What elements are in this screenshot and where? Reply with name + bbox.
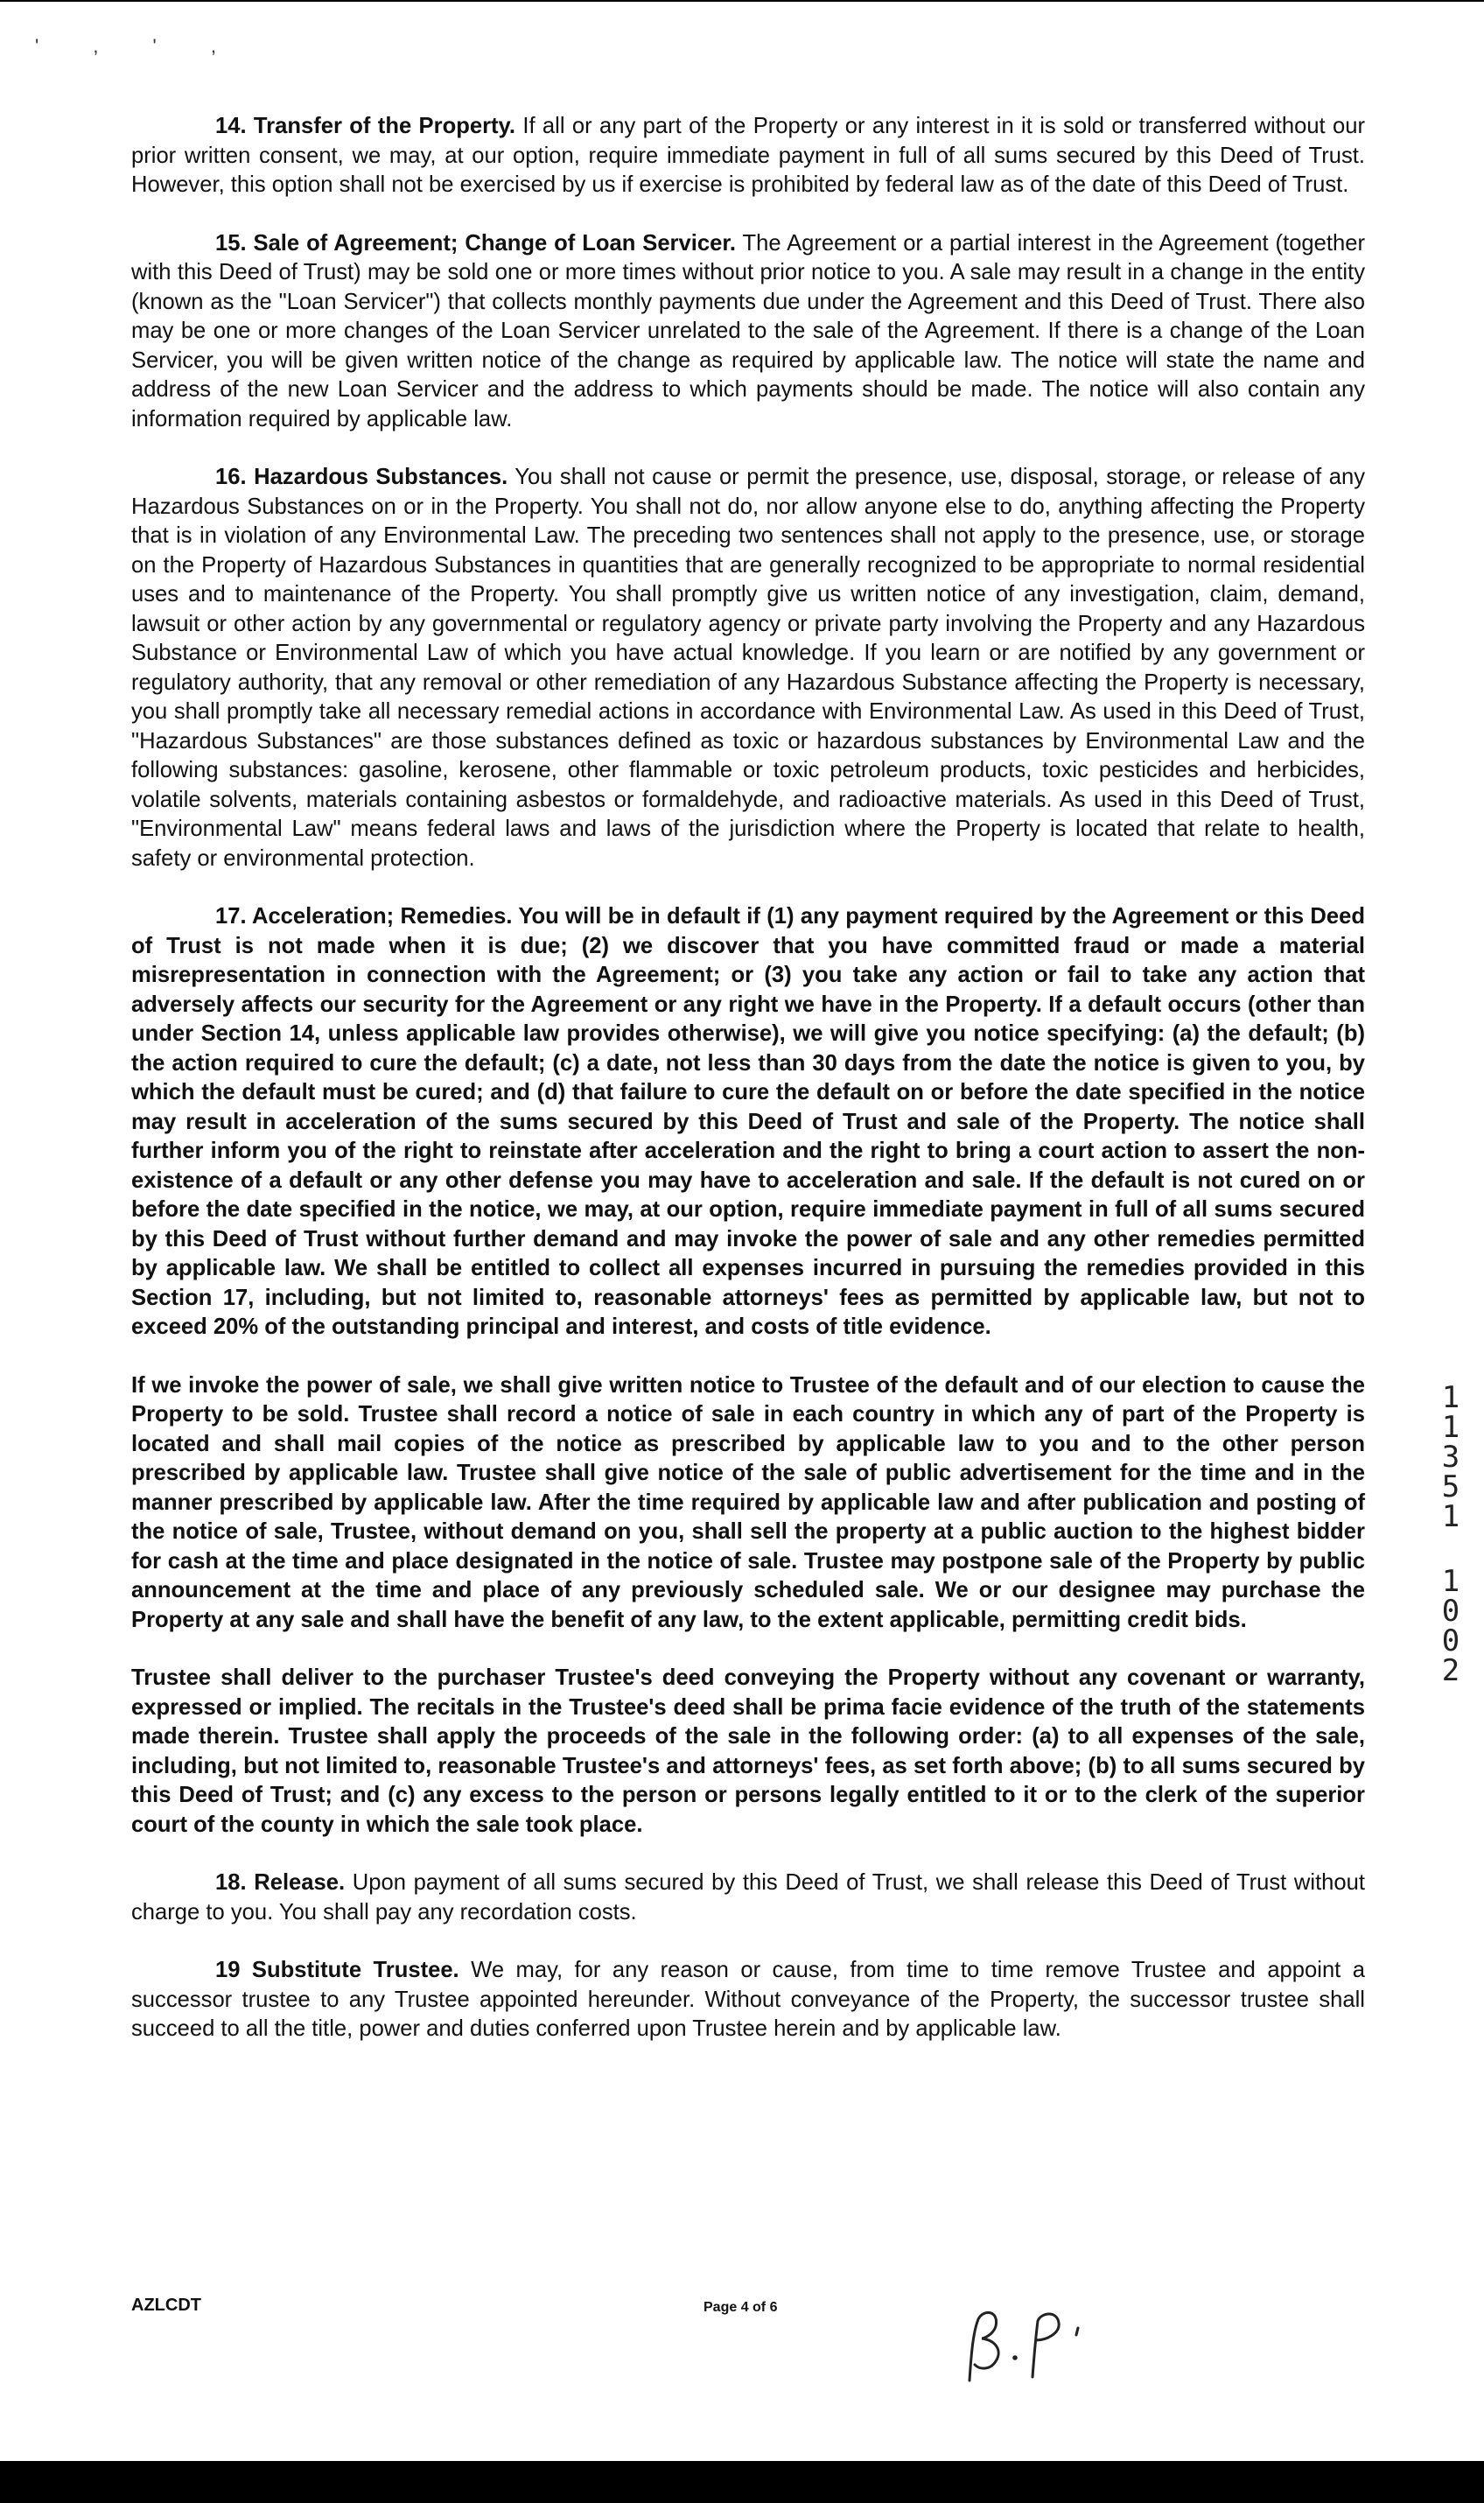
section-17-text: You will be in default if (1) any payment required by the Agreement or this Deed of Trust is not made when it is due; (2) we discover that you have committed fraud or made a material misrepresentation in connection with the Agreement; or (3) you take any action or fail to take any action that adversely affects our security for the Agreement or any right we have in the Property. If a default occurs (other than under Section 14, unless applicable law provides otherwise), we will give you notice specifying: (a) the default; (b) the action required to cure the default; (c) a date, not less than 30 days from the date the notice is given to you, by which the default must be cured; and (d) that failure to cure the default on or before the date specified in the notice may result in acceleration of the sums secured by this Deed of Trust and sale of the Property. The notice shall further inform you of the right to reinstate after acceleration and the right to bring a court action to assert the non-existence of a default or any other defense you may have to acceleration and sale. If the default is not cured on or before the date specified in the notice, we may, at our option, require immediate payment in full of all sums secured by this Deed of Trust without further demand and may invoke the power of sale and any other remedies permitted by applicable law. We shall be entitled to collect all expenses incurred in pursuing the remedies provided in this Section 17, including, but not limited to, reasonable attorneys' fees as permitted by applicable law, but not to exceed 20% of the outstanding principal and interest, and costs of title evidence. — [131, 904, 1366, 1339]
stamp-digit: 0 — [1441, 1623, 1460, 1658]
section-14-heading: 14. Transfer of the Property. — [215, 114, 515, 138]
section-15-text: The Agreement or a partial interest in the Agreement (together with this Deed of Trust) may be sold one or more times without prior notice to you. A sale may result in a change in the entity (known as the "Loan Servicer") that collects monthly payments due under the Agreement and this Deed of Trust. There also may be one or more changes of the Loan Servicer unrelated to the sale of the Agreement. If there is a change of the Loan Servicer, you will be given written notice of the change as required by applicable law. The notice will state the name and address of the new Loan Servicer and the address to which payments should be made. The notice will also contain any information required by applicable law. — [131, 230, 1365, 431]
section-17-paragraph — [131, 902, 1365, 1343]
section-16-text: You shall not cause or permit the presence, use, disposal, storage, or release of any Hazardous Substances on or in the Property. You shall not do, nor allow anyone else to do, anything affecting the Property that is in violation of any Environmental Law. The preceding two sentences shall not apply to the presence, use, or storage on the Property of Hazardous Substances in quantities that are generally recognized to be appropriate to normal residential uses and to maintenance of the Property. You shall promptly give us written notice of any investigation, claim, demand, lawsuit or other action by any governmental or regulatory agency or private party involving the Property and any Hazardous Substance or Environmental Law of which you have actual knowledge. If you learn or are notified by any government or regulatory authority, that any removal or other remediation of any Hazardous Substance affecting the Property is necessary, you shall promptly take all necessary remedial actions in accordance with Environmental Law. As used in this Deed of Trust, "Hazardous Substances" are those substances defined as toxic or hazardous substances by Environmental Law and the following substances: gasoline, kerosene, other flammable or toxic petroleum products, toxic pesticides and herbicides, volatile solvents, materials containing asbestos or formaldehyde, and radioactive materials. As used in this Deed of Trust, "Environmental Law" means federal laws and laws of the jurisdiction where the Property is located that relate to health, safety or environmental protection. — [131, 465, 1365, 871]
page-number: Page 4 of 6 — [704, 2300, 778, 2315]
stamp-digit: 1 — [1441, 1499, 1460, 1534]
section-17-heading: 17. Acceleration; Remedies. — [215, 904, 513, 929]
power-of-sale-text: If we invoke the power of sale, we shall give written notice to Trustee of the default and of our election to cause the Property to be sold. Trustee shall record a notice of sale in each country in which any of part of the Property is located and shall mail copies of the notice as prescribed by applicable law to you and to the other person prescribed by applicable law. Trustee shall give notice of the sale of public advertisement for the time and in the manner prescribed by applicable law. After the time required by applicable law and after publication and posting of the notice of sale, Trustee, without demand on you, shall sell the property at a public auction to the highest bidder for cash at the time and place designated in the notice of sale. Trustee may postpone sale of the Property by public announcement at the time and place of any previously scheduled sale. We or our designee may purchase the Property at any sale and shall have the benefit of any law, to the extent applicable, permitting credit bids. — [131, 1372, 1365, 1632]
section-15-heading: 15. Sale of Agreement; Change of Loan Servicer. — [215, 230, 736, 256]
form-code: AZLCDT — [131, 2296, 201, 2315]
stamp-digit: 3 — [1441, 1440, 1460, 1475]
trustee-deed-text: Trustee shall deliver to the purchaser Trustee's deed conveying the Property without any covenant or warranty, expressed or implied. The recitals in the Trustee's deed shall be prima facie evidence of the truth of the statements made therein. Trustee shall apply the proceeds of the sale in the following order: (a) to all expenses of the sale, including, but not limited to, reasonable Trustee's and attorneys' fees, as set forth above; (b) to all sums secured by this Deed of Trust; and (c) any excess to the person or persons legally entitled to it or to the clerk of the superior court of the county in which the sale took place. — [131, 1665, 1365, 1837]
stamp-digit: 2 — [1441, 1653, 1460, 1688]
section-19-text: We may, for any reason or cause, from time to time remove Trustee and appoint a successor trustee to any Trustee appointed hereunder. Without conveyance of the Property, the successor trustee shall succeed to all the title, power and duties conferred upon Trustee herein and by applicable law. — [131, 1958, 1365, 2041]
section-14-text: If all or any part of the Property or any interest in it is sold or transferred without our prior written consent, we may, at our option, require immediate payment in full of all sums secured by this Deed of Trust. However, this option shall not be exercised by us if exercise is prohibited by federal law as of the date of this Deed of Trust. — [131, 114, 1366, 197]
top-border-line — [0, 0, 1484, 2]
section-19-paragraph — [131, 1956, 1365, 2044]
stamp-digit: 1 — [1441, 1380, 1460, 1415]
section-16-heading: 16. Hazardous Substances. — [215, 465, 508, 489]
stamp-gap — [1433, 1532, 1468, 1567]
stamp-digit: 5 — [1441, 1469, 1460, 1504]
section-18-heading: 18. Release. — [215, 1870, 346, 1895]
bottom-scan-border — [0, 2461, 1484, 2503]
stamp-digit: 1 — [1441, 1410, 1460, 1445]
power-of-sale-paragraph — [131, 1371, 1365, 1636]
section-19-heading: 19 Substitute Trustee. — [215, 1958, 459, 1982]
scan-specks: ' , ' , — [35, 35, 241, 57]
document-body — [131, 112, 1365, 2073]
side-recording-stamp — [1433, 1380, 1468, 1688]
section-18-text: Upon payment of all sums secured by this Deed of Trust, we shall release this Deed of Trust without charge to you. You shall pay any recordation costs. — [131, 1870, 1365, 1925]
section-16-paragraph — [131, 463, 1365, 873]
section-14-paragraph — [131, 112, 1365, 200]
stamp-digit: 0 — [1441, 1594, 1460, 1629]
trustee-deed-paragraph — [131, 1664, 1365, 1840]
handwritten-initials — [945, 2293, 1120, 2389]
stamp-digit: 1 — [1441, 1564, 1460, 1599]
section-18-paragraph — [131, 1868, 1365, 1927]
section-15-paragraph — [131, 229, 1365, 435]
